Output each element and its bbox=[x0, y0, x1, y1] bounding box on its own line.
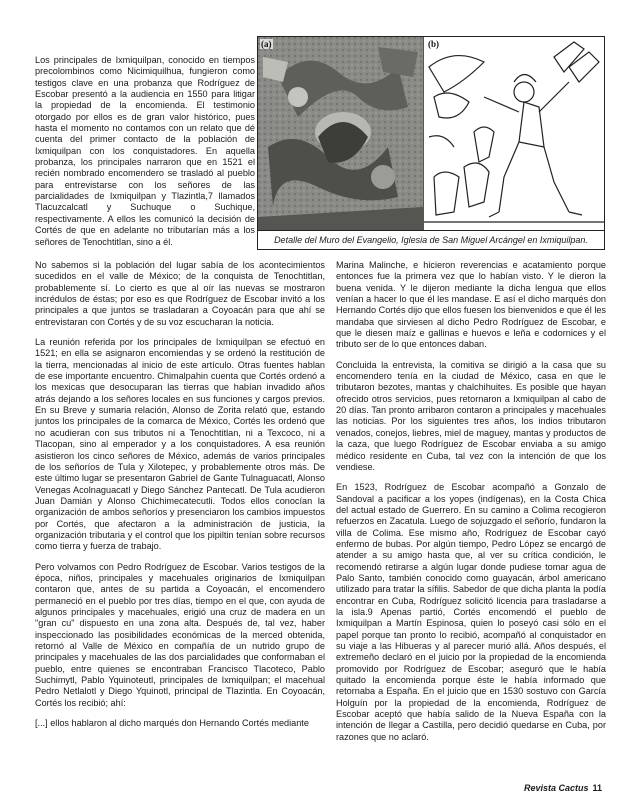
mural-drawing-panel bbox=[424, 37, 604, 230]
intro-paragraph: Los principales de Ixmiquilpan, conocido en tiempos precolombinos como Nicimiquilhua, fungieron como testigos clave en una probanza que Rodríguez de Escobar presentó a la audiencia en 1550 para litigar la propiedad de la encomienda. El testimonio otorgado por ellos es de gran valor histórico, pues hasta el momento no contamos con un relato que dé cuenta del primer contacto de la población de Ixmiquilpan con los conquistadores. En aquella probanza, los principales narraron que en 1521 el recién nombrado encomendero se trasladó al pueblo para entrevistarse con los señores de las parcialidades de Ixmiquilpan y Tlazintla,7 llamados Tlacuzcalcatl y Suchuque o Suchique, respectivamente. A ellos les comunicó la decisión de Cortés de que en adelante no tributarían más a los señores de Tenochtitlan, sino a él. bbox=[35, 55, 255, 247]
mural-photo-panel bbox=[258, 37, 424, 230]
left-paragraph: La reunión referida por los principales de Ixmiquilpan se efectuó en 1521; en ella se asignaron encomiendas y se ordenó la restitución de la tierra, mencionadas al inicio de este artículo. Otras fuentes hablan de ese importante encuentro. Chimalpahin cuenta que Cortés ordenó a los mexicas que desocuparan las tierras que habían invadido años atrás dejando a los señores locales en sus funciones y cargos previos. En su Breve y sumaria relación, Alonso de Zorita relató que, estando juntos los principales de la comarca de México, Cortés les ordenó que no acudieran con sus tributos ni a Tenochtitlan, ni a Texcoco, ni a Tlacopan, sino al emperador y a los conquistadores. A esa reunión asistieron los cinco señores de México, además de varios principales de los señoríos de Tula y Xilotepec, y probablemente otros más. De este último lugar se presentaron Gabriel de Gante Tulnaguacatl, Alonso Venegas Acolnaguacatl y Diego Sánchez Pantecatl. De Tula acudieron Juan Damián y Alonso Chichimecatecutli. Todos ellos conocían la organización de ambos señoríos y presenciaron los cambios impuestos por Cortés, que afectaron a la administración de justicia, la organización tributaria y el control que los pipiltin tenían sobre recursos como tierra y fuerza de trabajo. bbox=[35, 337, 325, 552]
left-paragraph: No sabemos si la población del lugar sabía de los acontecimientos sucedidos en el valle de México; de la conquista de Tenochtitlan, probablemente sí. Lo cierto es que al oír las nuevas se mostraron incrédulos de éstas; por eso es que Rodríguez de Escobar invitó a los principales a que juntos se trasladaran a Coyoacán para que ahí se entrevistaran con Cortés y de su voz escucharan la noticia. bbox=[35, 260, 325, 327]
page-footer bbox=[524, 783, 602, 793]
mural-photo-image bbox=[258, 37, 423, 230]
journal-name: Revista Cactus bbox=[523, 783, 589, 793]
intro-paragraph-column bbox=[35, 55, 255, 260]
left-column bbox=[35, 260, 325, 795]
panel-b-label: (b) bbox=[428, 39, 439, 49]
quote-paragraph: [...] ellos hablaron al dicho marqués don Hernando Cortés mediante bbox=[35, 718, 309, 729]
right-paragraph: Concluida la entrevista, la comitiva se dirigió a la casa que su encomendero tenía en la ciudad de México, casa en que le tributaron bezotes, mantas y chalchihuites. Es posible que hayan ofrecido otros servicios, pues retornaron a Ixmiquilpan al cabo de 20 días. Tan pronto arribaron contaron a principales y macehuales las noticias. Por los siguientes tres años, los indios tributaron venados, conejos, liebres, miel de maguey, mantas y productos de la caza, que luego Rodríguez de Escobar enviaba a su amigo médico residente en Cuba, tal vez con la intención de que los vendiese. bbox=[336, 359, 606, 472]
church-mural-figure bbox=[257, 36, 605, 250]
panel-a-label: (a) bbox=[261, 39, 272, 49]
mural-line-drawing bbox=[424, 37, 604, 230]
figure-caption: Detalle del Muro del Evangelio, Iglesia de San Miguel Arcángel en Ixmiquilpan. bbox=[258, 230, 604, 250]
right-paragraph: En 1523, Rodríguez de Escobar acompañó a Gonzalo de Sandoval a pacificar a los yopes (indígenas), en la Costa Chica del actual estado de Guerrero. En su camino a Colima recogieron refuerzos en Zacatula. Luego de sojuzgado el señorío, fundaron la villa de Colima. Ese mismo año, Rodríguez de Escobar cayó enfermo de bubas. Por algún tiempo, Pedro López se encargó de atender a su amigo hasta que, al ver su crítica condición, le recomendó retirarse a algún lugar donde pudiese tomar agua de Palo Santo, también conocido como guayacán, árbol americano utilizado para tratar la sífilis. Sabedor de que dicha planta la podía encontrar en Cuba, Rodríguez solicitó licencia para trasladarse a la isla.9 Apenas partió, Cortés encomendó el pueblo de Ixmiquilpan a Martín Espinosa, quien lo poseyó casi sólo en el papel porque tan pronto lo recibió, acompañó al conquistador en su viaje a las Hibueras y al parecer murió allá. Años después, el extremeño declaró en el juicio por la propiedad de la encomienda promovido por Rodríguez de Escobar; aseguró que le había quitado la encomienda porque éste le había informado que retornaba a España. En el juicio que en 1530 sostuvo con García Holguín por la propiedad de la encomienda, Rodríguez de Escobar aceptó que había salido de la Nueva España con la intención de llegar a Castilla, pero decidió quedarse en Cuba, por razones que no aclaró. bbox=[336, 482, 606, 742]
right-paragraph: Marina Malinche, e hicieron reverencias e acatamiento porque entonces fue la primera vez que lo habían visto. Y le dieron la buena venida. Y le dijeron mediante la dicha lengua que ellos venían a hacer lo que él les mandase. E así el dicho marqués don Hernando Cortés dijo que ellos fuesen los bienvenidos e que él les mandaba que sirviesen al dicho Pedro Rodríguez de Escobar, e que le diesen maíz e gallinas e huevos e leña e codornices y el tributo ser de lo que entonces daban. bbox=[336, 260, 606, 350]
left-paragraph: Pero volvamos con Pedro Rodríguez de Escobar. Varios testigos de la época, niños, principales y macehuales originarios de Ixmiquilpan contaron que, antes de su partida a Coyoacán, el encomendero permaneció en el pueblo por tres días, tiempo en el que, con ayuda de algunos principales y macehuales, erigió una cruz de madera en un "gran cu" dispuesto en una zona alta. Después de, tal vez, haber inspeccionado las posibilidades económicas de la merced obtenida, retornó al Valle de México en compañía de un nutrido grupo de principales y macehuales de las dos parcialidades que conformaban el pueblo, entre quienes se encontraban Francisco Tlacoteco, Pablo Suchimytl, Pablo Yquinoteutl, principales de Ixmiquilpan; el macehual Pedro Netlalotl y Diego Yquinotl, principal de Tlazintla. En Coyoacán, Cortés los recibió; ahí: bbox=[35, 561, 325, 708]
right-column bbox=[336, 260, 606, 780]
page-number: 11 bbox=[592, 783, 602, 793]
